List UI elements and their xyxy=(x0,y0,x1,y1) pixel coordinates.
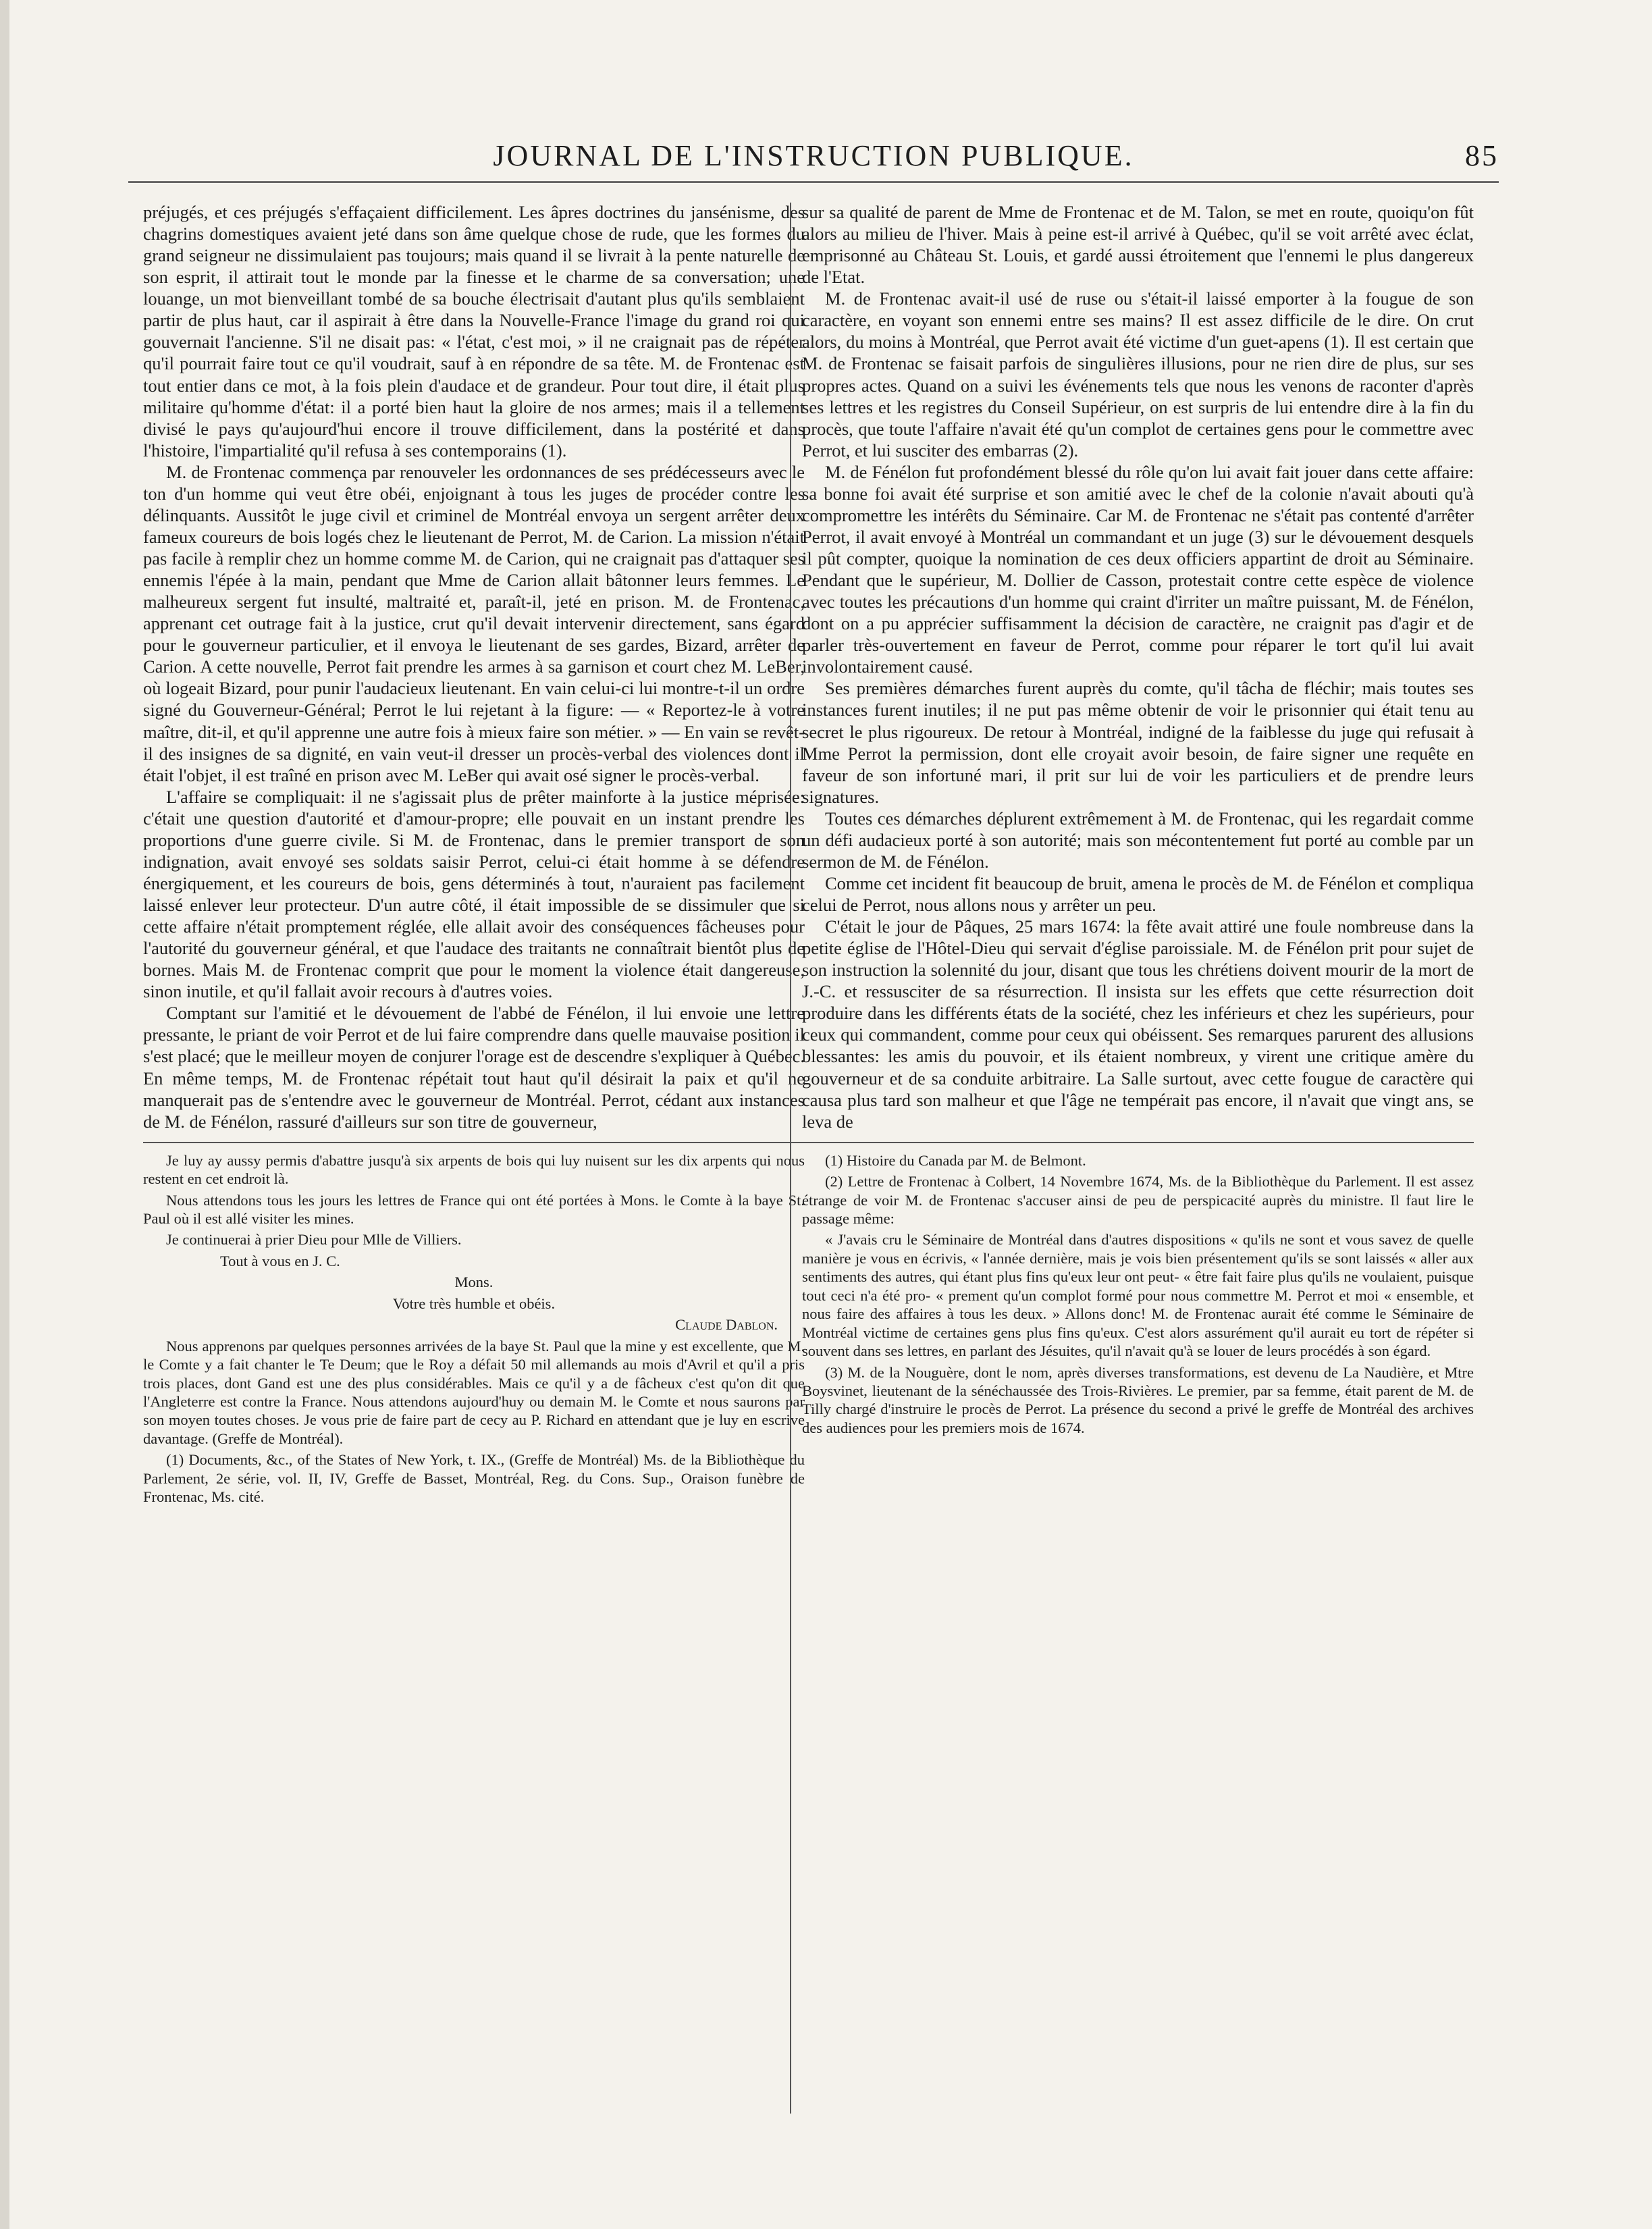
right-paragraph-4: Ses premières démarches furent auprès du comte, qu'il tâcha de fléchir; mais toutes ses instances furent inutiles; il ne put pas même obtenir de voir le prisonnier qui était tenu au secret le plus rigoureux. De retour à Montréal, indigné de la faiblesse du juge qui refusait à Mme Perrot la permission, dont elle croyait avoir besoin, de faire signer une requête en faveur de son infortuné mari, il prit sur lui de voir les particuliers et de prendre leurs signatures. xyxy=(802,678,1474,807)
letter-closing-3: Votre très humble et obéis. xyxy=(392,1294,556,1312)
right-paragraph-3: M. de Fénélon fut profondément blessé du rôle qu'on lui avait fait jouer dans cette affaire: sa bonne foi avait été surprise et son amitié avec le chef de la colonie n'avait abouti qu'à compromettre les intérêts du Séminaire. Car M. de Frontenac ne s'était pas contenté d'arrêter Perrot, il avait envoyé à Montréal un commandant et un juge (3) sur le dévouement desquels il pût compter, quoique la nomination de ces deux officiers appartint de droit au Séminaire. Pendant que le supérieur, M. Dollier de Casson, protestait contre cette espèce de violence avec toutes les précautions d'un homme qui craint d'irriter un maître puissant, M. de Fénélon, dont on a pu apprécier suffisamment la décision de caractère, ne craignit pas d'agir et de parler très-ouvertement en faveur de Perrot, comme pour réparer le tort qu'il lui avait involontairement causé. xyxy=(802,461,1474,677)
right-paragraph-2: M. de Frontenac avait-il usé de ruse ou s'était-il laissé emporter à la fougue de son caractère, en voyant son ennemi entre ses mains? Il est assez difficile de le dire. On crut alors, du moins à Montréal, que Perrot avait été victime d'un guet-apens (1). Il est certain que M. de Frontenac se faisait parfois de singulières illusions, pour ne rien dire de plus, sur ses propres actes. Quand on a suivi les événements tels que nous les venons de raconter d'après ses lettres et les registres du Conseil Supérieur, on est surpris de lui entendre dire à la fin du procès, que toute l'affaire n'avait été qu'un complot de certaines gens pour le commettre avec Perrot, et lui susciter des embarras (2). xyxy=(802,288,1474,461)
footnote-rule xyxy=(802,1142,1474,1143)
scan-edge xyxy=(0,0,9,2229)
left-paragraph-4: Comptant sur l'amitié et le dévouement de l'abbé de Fénélon, il lui envoie une lettre pressante, le priant de voir Perrot et de lui faire comprendre dans quelle mauvaise position il s'est placé; que le meilleur moyen de conjurer l'orage est de descendre s'expliquer à Québec. En même temps, M. de Frontenac répétait tout haut qu'il désirait la paix et qu'il ne manquerait pas de s'entendre avec le gouverneur de Montréal. Perrot, cédant aux instances de M. de Fénélon, rassuré d'ailleurs sur son titre de gouverneur, xyxy=(143,1003,805,1132)
letter-postscript: Nous apprenons par quelques personnes arrivées de la baye St. Paul que la mine y est excellente, que M. le Comte y a fait chanter le Te Deum; que le Roy a défait 50 mil allemands au mois d'Avril et qu'il a pris trois places, dont Gand est une des plus considérables. Mais ce qu'il y a de fâcheux c'est qu'on dit que l'Angleterre est contre la France. Nous attendons aujourd'huy ou demain M. le Comte et nous saurons par son moyen toutes choses. Je vous prie de faire part de cecy au P. Richard en attendant que je luy en escrive davantage. (Greffe de Montréal). xyxy=(143,1337,805,1447)
left-footnotes xyxy=(143,1151,805,1506)
running-head xyxy=(128,138,1499,173)
right-paragraph-6: Comme cet incident fit beaucoup de bruit, amena le procès de M. de Fénélon et compliqua celui de Perrot, nous allons nous y arrêter un peu. xyxy=(802,872,1474,915)
right-footnotes xyxy=(802,1151,1474,1438)
footnote-1-left: (1) Documents, &c., of the States of New York, t. IX., (Greffe de Montréal) Ms. de la Bibliothèque du Parlement, 2e série, vol. II, IV, Greffe de Basset, Montréal, Reg. du Cons. Sup., Oraison funèbre de Frontenac, Ms. cité. xyxy=(143,1451,805,1506)
letter-line-1: Je luy ay aussy permis d'abattre jusqu'à six arpents de bois qui luy nuisent sur les dix arpents qui nous restent en cet endroit là. xyxy=(143,1151,805,1188)
page-number: 85 xyxy=(1465,139,1499,172)
footnote-1: (1) Histoire du Canada par M. de Belmont. xyxy=(825,1151,1086,1169)
footnote-2-quote: « J'avais cru le Séminaire de Montréal dans d'autres dispositions « qu'ils ne sont et vous savez de quelle manière je vous en écrivis, « l'année dernière, mais je vois bien présentement qu'ils se sont laissés « aller aux sentiments des autres, qui étant plus fins qu'eux leur ont peut- « être fait faire plus qu'ils ne voulaient, puisque tout ceci n'a été pro- « prement qu'un complot formé pour nous commettre M. Perrot et moi « ensemble, et nous faire des affaires à tous les deux. » Allons donc! M. de Frontenac aurait été comme le Séminaire de Montréal victime de certaines gens plus fins qu'eux. C'est alors assurément qu'il aurait eu tort de répéter si souvent dans ses lettres, en parlant des Jésuites, qu'il n'avait qu'à se louer de leurs procédés à son égard. xyxy=(802,1231,1474,1360)
left-column xyxy=(143,201,805,1509)
letter-closing-2: Mons. xyxy=(454,1274,494,1291)
letter-line-3: Je continuerai à prier Dieu pour Mlle de Villiers. xyxy=(166,1231,462,1249)
left-paragraph-2: M. de Frontenac commença par renouveler les ordonnances de ses prédécesseurs avec le ton d'un homme qui veut être obéi, enjoignant à tous les juges de procéder contre les délinquants. Aussitôt le juge civil et criminel de Montréal envoya un sergent arrêter deux fameux coureurs de bois logés chez le lieutenant de Perrot, M. de Carion. La mission n'était pas facile à remplir chez un homme comme M. de Carion, qui ne craignait pas d'attaquer ses ennemis l'épée à la main, pendant que Mme de Carion allait bâtonner leurs femmes. Le malheureux sergent fut insulté, maltraité et, paraît-il, jeté en prison. M. de Frontenac, apprenant cet outrage fait à la justice, crut qu'il devait intervenir directement, sans égard pour le gouverneur particulier, et il envoya le lieutenant de ses gardes, Bizard, arrêter de Carion. A cette nouvelle, Perrot fait prendre les armes à sa garnison et court chez M. LeBer, où logeait Bizard, pour punir l'audacieux lieutenant. En vain celui-ci lui montre-t-il un ordre signé du Gouverneur-Général; Perrot le lui rejetant à la figure: — « Reportez-le à votre maître, dit-il, et qu'il apprenne une autre fois à mieux faire son métier. » — En vain se revêt-il des insignes de sa dignité, en vain veut-il dresser un procès-verbal des violences dont il était l'objet, il est traîné en prison avec M. LeBer qui avait osé signer le procès-verbal. xyxy=(143,461,805,785)
right-column xyxy=(802,201,1474,1440)
right-paragraph-5: Toutes ces démarches déplurent extrêmement à M. de Frontenac, qui les regardait comme un défi audacieux porté à son autorité; mais son mécontentement fut porté au comble par un sermon de M. de Fénélon. xyxy=(802,808,1474,872)
journal-title: JOURNAL DE L'INSTRUCTION PUBLIQUE. xyxy=(493,139,1134,172)
letter-closing-1: Tout à vous en J. C. xyxy=(220,1252,340,1269)
right-paragraph-1: sur sa qualité de parent de Mme de Frontenac et de M. Talon, se met en route, quoiqu'on fût alors au milieu de l'hiver. Mais à peine est-il arrivé à Québec, qu'il se voit arrêté avec éclat, emprisonné au Château St. Louis, et gardé aussi étroitement que l'ennemi le plus dangereux de l'Etat. xyxy=(802,202,1474,288)
right-paragraph-7: C'était le jour de Pâques, 25 mars 1674: la fête avait attiré une foule nombreuse dans la petite église de l'Hôtel-Dieu qui servait d'église paroissiale. M. de Fénélon prit pour sujet de son instruction la solennité du jour, disant que tous les chrétiens doivent mourir de la mort de J.-C. et ressusciter de sa résurrection. Il insista sur les effets que cette résurrection doit produire dans les différents états de la société, chez les inférieurs et chez les supérieurs, pour ceux qui commandent, comme pour ceux qui obéissent. Ses remarques parurent des allusions blessantes: les amis du pouvoir, et ils étaient nombreux, y virent une critique amère du gouverneur et de sa conduite arbitraire. La Salle surtout, avec cette fougue de caractère qui causa plus tard son malheur et que l'âge ne tempérait pas encore, il n'avait que vingt ans, se leva de xyxy=(802,916,1474,1132)
footnote-rule xyxy=(143,1142,805,1143)
header-rule xyxy=(128,181,1499,186)
column-divider xyxy=(790,203,791,2114)
letter-signature: Claude Dablon. xyxy=(675,1316,778,1334)
footnote-2: (2) Lettre de Frontenac à Colbert, 14 Novembre 1674, Ms. de la Bibliothèque du Parlement. Il est assez étrange de voir M. de Frontenac s'accuser ainsi de peu de perspicacité auprès du ministre. Il faut lire le passage même: xyxy=(802,1173,1474,1227)
left-paragraph-3: L'affaire se compliquait: il ne s'agissait plus de prêter mainforte à la justice méprisée: c'était une question d'autorité et d'amour-propre; elle pouvait en un instant prendre les proportions d'une guerre civile. Si M. de Frontenac, dans le premier transport de son indignation, avait envoyé ses soldats saisir Perrot, celui-ci était homme à se défendre énergiquement, et les coureurs de bois, gens déterminés à tout, n'auraient pas facilement laissé enlever leur protecteur. D'un autre côté, il était impossible de se dissimuler que si cette affaire n'était promptement réglée, elle allait avoir des conséquences fâcheuses pour l'autorité du gouverneur général, et que l'audace des traitants ne connaîtrait bientôt plus de bornes. Mais M. de Frontenac comprit que pour le moment la violence était dangereuse, sinon inutile, et qu'il fallait avoir recours à d'autres voies. xyxy=(143,786,805,1002)
left-paragraph-1: préjugés, et ces préjugés s'effaçaient difficilement. Les âpres doctrines du jansénisme, des chagrins domestiques avaient jeté dans son âme quelque chose de rude, que les formes du grand seigneur ne dissimulaient pas toujours; mais quand il se livrait à la pente naturelle de son esprit, il attirait tout le monde par la finesse et le charme de sa conversation; une louange, un mot bienveillant tombé de sa bouche électrisait d'autant plus qu'ils semblaient partir de plus haut, car il aspirait à être dans la Nouvelle-France l'image du grand roi qui gouvernait l'ancienne. S'il ne disait pas: « l'état, c'est moi, » il ne craignait pas de répéter qu'il pourrait faire tout ce qu'il voudrait, sauf à en répondre de sa tête. M. de Frontenac est tout entier dans ce mot, à la fois plein d'audace et de grandeur. Pour tout dire, il était plus militaire qu'homme d'état: il a porté bien haut la gloire de nos armes; mais il a tellement divisé le pays qu'aujourd'hui encore il trouve difficilement, dans la postérité et dans l'histoire, l'impartialité qu'il refusa à ses contemporains (1). xyxy=(143,202,805,461)
letter-line-2: Nous attendons tous les jours les lettres de France qui ont été portées à Mons. le Comte à la baye St. Paul où il est allé visiter les mines. xyxy=(143,1191,805,1227)
footnote-3: (3) M. de la Nouguère, dont le nom, après diverses transformations, est devenu de La Naudière, et Mtre Boysvinet, lieutenant de la sénéchaussée des Trois-Rivières. Le premier, par sa femme, était parent de M. de Tilly chargé d'instruire le procès de Perrot. La présence du second a privé le greffe de Montréal des archives des audiences pour les premiers mois de 1674. xyxy=(802,1363,1474,1436)
